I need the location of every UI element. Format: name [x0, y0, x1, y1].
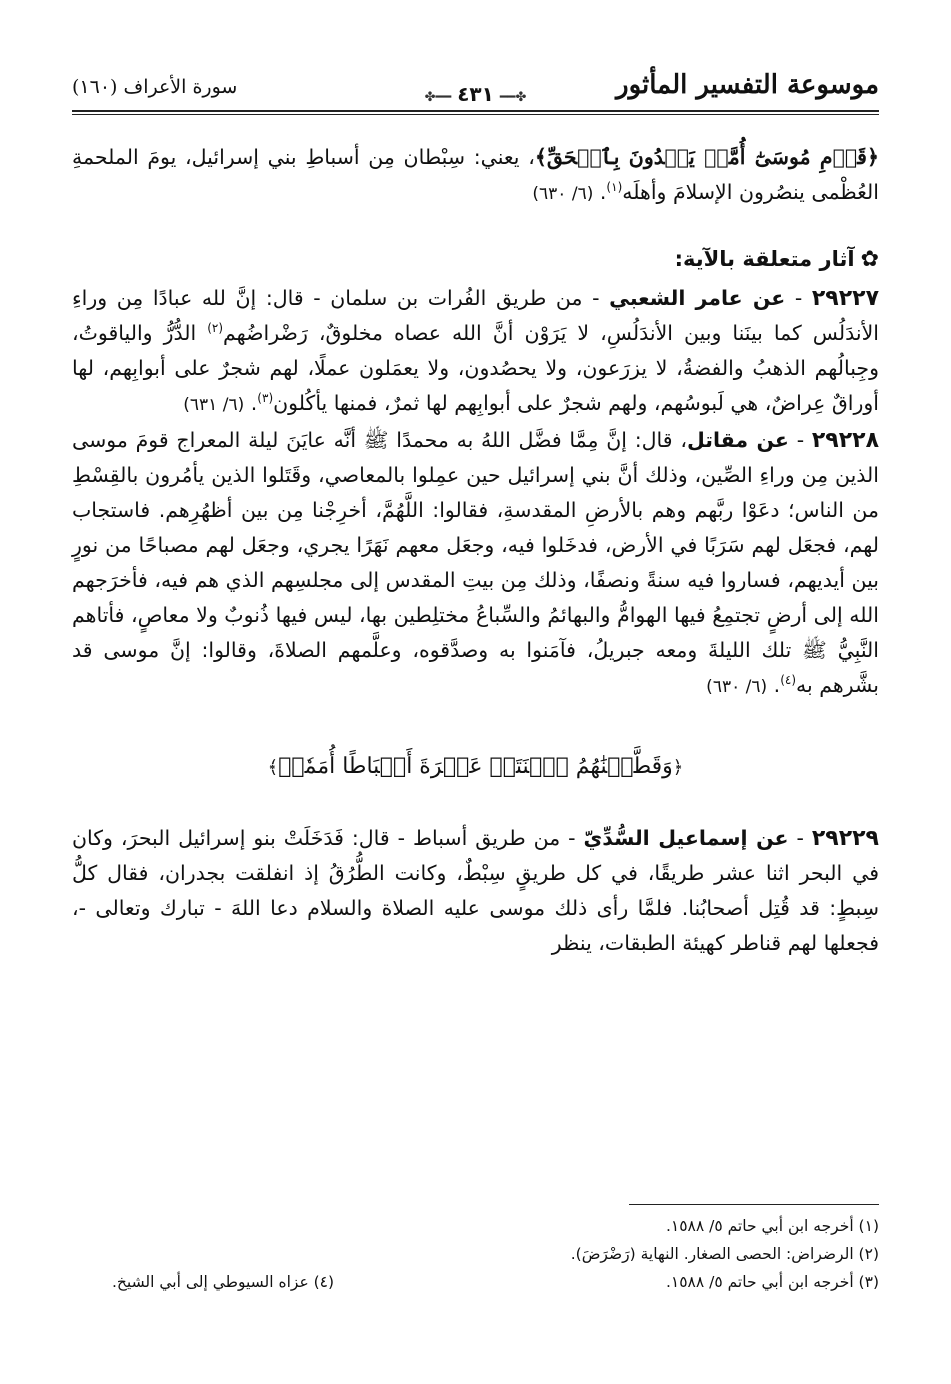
report-number: ٢٩٢٢٨	[811, 428, 879, 453]
report-text: ، قال: إنَّ مِمَّا فضَّل اللهُ به محمدًا ﷺ أنَّه عايَنَ ليلة المعراج قومَ موسى الذين مِن وراءِ الصِّين، وذلك أنَّ بني إسرائيل حين عمِلوا بالمعاصي، وقَتَلوا الذين يأمُرون بالقِسْطِ من الناس؛ دعَوْا ربَّهم وهم بالأرضِ المقدسةِ، فقالوا: اللَّهُمَّ، أخرِجْنا مِن بين أظهُرِهم. فاستجاب لهم، فجعَل لهم سَرَبًا في الأرض، فدخَلوا فيه، وجعَل معهم نَهَرًا يجري، وجعَل لهم مصباحًا من نورٍ بين أيديهم، فساروا فيه سنةً ونصفًا، وذلك مِن بيتِ المقدس إلى مجلسِهم الذي هم فيه، فأخرَجهم الله إلى أرضٍ تجتمِعُ فيها الهوامُّ والبهائمُ والسِّباعُ مختلِطين بها، ليس فيها ذُنوبٌ ولا معاصٍ، فأتاهم النَّبِيُّ ﷺ تلك الليلةَ ومعه جبريلُ، فآمَنوا به وصدَّقوه، وعلَّمهم الصلاةَ، وقالوا: إنَّ موسى قد بشَّرهم به	[72, 428, 879, 697]
footnote-rule	[629, 1204, 879, 1205]
header-rule-thin	[72, 114, 879, 115]
report-paragraph: ٢٩٢٢٩ - عن إسماعيل السُّدِّيّ - من طريق أسباط - قال: فَدَخَلَتْ بنو إسرائيل البحرَ، وكان في البحر اثنا عشر طريقًا، في كل طريقٍ سِبْطٌ، وكانت الطُّرُقُ إذ انفلقت بجدران، فقال كلُّ سِبطٍ: قد قُتِل أصحابُنا. فلمَّا رأى ذلك موسى عليه الصلاة والسلام دعا اللهَ - تبارك وتعالى -، فجعلها لهم قناطر كهيئة الطبقات، ينظر	[72, 826, 879, 955]
footnote-mark[interactable]: (٤)	[780, 673, 797, 688]
report-narrator: عن عامر الشعبي	[609, 286, 786, 310]
surah-label: سورة الأعراف (١٦٠)	[72, 76, 238, 98]
footnote-mark[interactable]: (١)	[606, 180, 623, 195]
report-number: ٢٩٢٢٧	[811, 286, 879, 311]
page-number	[419, 82, 533, 106]
flower-icon: ✿	[860, 247, 879, 272]
intro-paragraph: ﴿قَوۡمِ مُوسَىٰٓ أُمَّةٞ يَهۡدُونَ بِٱلۡحَقِّ﴾، يعني: سِبْطان مِن أسباطِ بني إسرائيل، يومَ الملحمةِ العُظْمى ينصُرون الإسلامَ وأهلَه$^{(١)}$. (٦/ ٦٣٠)	[72, 145, 879, 204]
footnote-3: (٣) أخرجه ابن أبي حاتم ٥/ ١٥٨٨.	[665, 1273, 879, 1291]
report-paragraph: ٢٩٢٢٧ - عن عامر الشعبي - من طريق الفُرات بن سلمان - قال: إنَّ لله عبادًا مِن وراءِ الأندَلُس كما بينَنا وبين الأندَلُسِ، لا يَرَوْن أنَّ الله عصاه مخلوقٌ، رَضْراضُهم$^{(٢)}$ الدُّرُّ والياقوتُ، وجِبالُهم الذهبُ والفضةُ، لا يزرَعون، ولا يحصُدون، ولا يعمَلون عملًا، لهم شجرٌ على أبوابِهم، لها أوراقٌ عِراضٌ، هي لَبوسُهم، ولهم شجرٌ على أبوابِهم لها ثمرٌ، فمنها يأكُلون$^{(٣)}$. (٦/ ٦٣١)	[72, 286, 879, 415]
page-body	[72, 140, 879, 961]
page-number-value: ٤٣١	[457, 82, 494, 106]
footnote-mark[interactable]: (٢)	[207, 321, 224, 336]
ayah-heading	[72, 749, 879, 785]
ayah-text: وَقَطَّعۡنَٰهُمُ ٱثۡنَتَيۡ عَشۡرَةَ أَسۡبَاطًا أُمَمٗاۚ	[278, 754, 673, 779]
footnote-4: (٤) عزاه السيوطي إلى أبي الشيخ.	[112, 1273, 335, 1291]
header-rule	[72, 110, 879, 112]
report-narrator: عن مقاتل	[686, 428, 789, 452]
report-narrator: عن إسماعيل السُّدِّيّ	[583, 826, 789, 850]
reference: (٦/ ٦٣١)	[183, 395, 245, 415]
report-paragraph: ٢٩٢٢٨ - عن مقاتل، قال: إنَّ مِمَّا فضَّل اللهُ به محمدًا ﷺ أنَّه عايَنَ ليلة المعراج قومَ موسى الذين مِن وراءِ الصِّين، وذلك أنَّ بني إسرائيل حين عمِلوا بالمعاصي، وقَتَلوا الذين يأمُرون بالقِسْطِ من الناس؛ دعَوْا ربَّهم وهم بالأرضِ المقدسةِ، فقالوا: اللَّهُمَّ، أخرِجْنا مِن بين أظهُرِهم. فاستجاب لهم، فجعَل لهم سَرَبًا في الأرض، فدخَلوا فيه، وجعَل معهم نَهَرًا يجري، وجعَل لهم مصباحًا من نورٍ بين أيديهم، فساروا فيه سنةً ونصفًا، وذلك مِن بيتِ المقدس إلى مجلسِهم الذي هم فيه، فأخرَجهم الله إلى أرضٍ تجتمِعُ فيها الهوامُّ والبهائمُ والسِّباعُ مختلِطين بها، ليس فيها ذُنوبٌ ولا معاصٍ، فأتاهم النَّبِيُّ ﷺ تلك الليلةَ ومعه جبريلُ، فآمَنوا به وصدَّقوه، وعلَّمهم الصلاةَ، وقالوا: إنَّ موسى قد بشَّرهم به$^{(٤)}$. (٦/ ٦٣٠)	[72, 428, 879, 697]
ayah-close-bracket: ﴾	[267, 757, 279, 778]
ornament-icon: ━━✤	[424, 90, 452, 105]
section-heading	[72, 242, 879, 277]
page	[72, 0, 879, 1384]
section-title: آثار متعلقة بالآية:	[674, 247, 855, 271]
reference: (٦/ ٦٣٠)	[532, 184, 594, 204]
footnote-row	[72, 1268, 879, 1296]
report-text: - من طريق أسباط - قال: فَدَخَلَتْ بنو إسرائيل البحرَ، وكان في البحر اثنا عشر طريقًا، في كل طريقٍ سِبْطٌ، وكانت الطُّرُقُ إذ انفلقت بجدران، فقال كلُّ سِبطٍ: قد قُتِل أصحابُنا. فلمَّا رأى ذلك موسى عليه الصلاة والسلام دعا اللهَ - تبارك وتعالى -، فجعلها لهم قناطر كهيئة الطبقات، ينظر	[72, 826, 879, 955]
page-header	[72, 68, 879, 112]
footnote-1: (١) أخرجه ابن أبي حاتم ٥/ ١٥٨٨.	[665, 1217, 879, 1235]
footnote-mark[interactable]: (٣)	[257, 391, 274, 406]
report-text: الدُّرُّ والياقوتُ، وجِبالُهم الذهبُ والفضةُ، لا يزرَعون، ولا يحصُدون، ولا يعمَلون عملًا، لهم شجرٌ على أبوابِهم، لها أوراقٌ عِراضٌ، هي لَبوسُهم، ولهم شجرٌ على أبوابِهم لها ثمرٌ، فمنها يأكُلون	[72, 321, 879, 415]
ayah-open-bracket: ﴿	[672, 757, 684, 778]
intro-text: ، يعني: سِبْطان مِن أسباطِ بني إسرائيل، يومَ الملحمةِ العُظْمى ينصُرون الإسلامَ وأهلَه	[72, 145, 879, 204]
book-title: موسوعة التفسير المأثور	[616, 70, 879, 100]
report-number: ٢٩٢٢٩	[811, 826, 879, 851]
reference: (٦/ ٦٣٠)	[706, 677, 768, 697]
ornament-icon: ✤━━	[499, 90, 527, 105]
quran-fragment: ﴿قَوۡمِ مُوسَىٰٓ أُمَّةٞ يَهۡدُونَ بِٱلۡحَقِّ﴾	[534, 145, 879, 169]
footnote-2: (٢) الرضراض: الحصى الصغار. النهاية (رَضْرَضَ).	[570, 1245, 879, 1263]
footnotes	[72, 1212, 879, 1296]
report-text: - من طريق الفُرات بن سلمان - قال: إنَّ لله عبادًا مِن وراءِ الأندَلُس كما بينَنا وبين الأندَلُسِ، لا يَرَوْن أنَّ الله عصاه مخلوقٌ، رَضْراضُهم	[72, 286, 879, 345]
